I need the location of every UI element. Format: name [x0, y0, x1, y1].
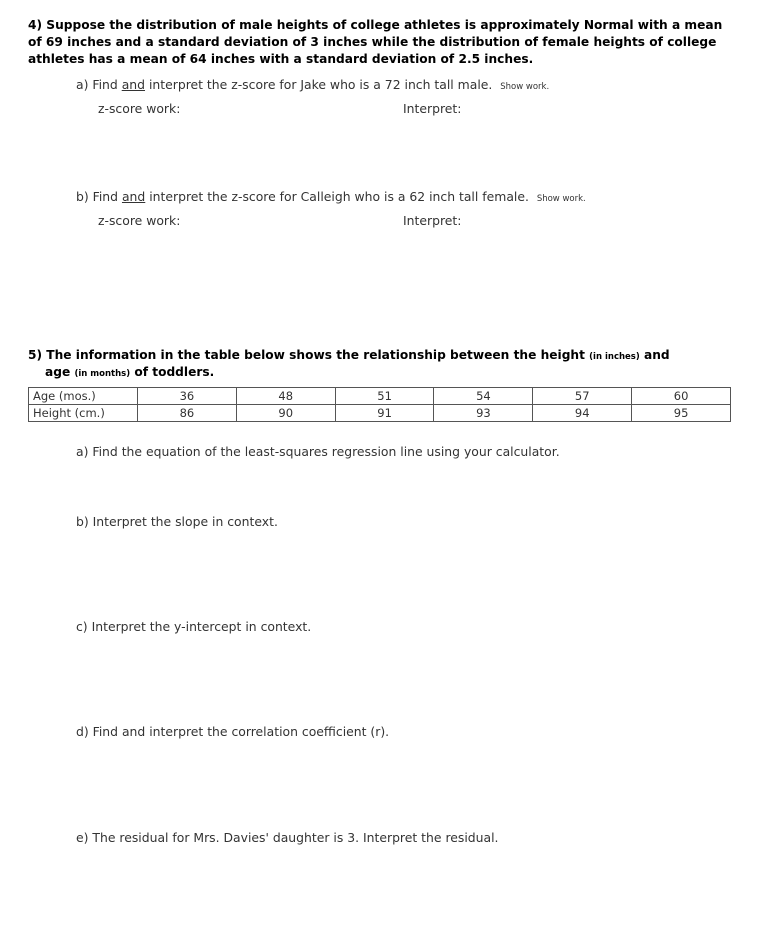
q5-part-a: a) Find the equation of the least-squares regression line using your calculator. [76, 444, 560, 459]
q4-part-b [76, 189, 586, 204]
table-row-label: Age (mos.) [29, 388, 138, 405]
q4-part-b-interpret-label: Interpret: [403, 213, 462, 228]
q4-heading-line-2: of 69 inches and a standard deviation of 3 inches while the distribution of female heights of college [28, 35, 717, 49]
table-cell: 90 [236, 405, 335, 422]
q4-part-a-and: and [121, 77, 146, 92]
q4-part-a [76, 77, 549, 92]
table-cell: 93 [434, 405, 533, 422]
table-cell: 95 [632, 405, 731, 422]
q5-heading-1-post: and [639, 348, 670, 362]
table-cell: 51 [335, 388, 434, 405]
q5-part-c: c) Interpret the y-intercept in context. [76, 619, 312, 634]
q5-heading-line-2 [45, 364, 214, 383]
q4-heading-line-3: athletes has a mean of 64 inches with a standard deviation of 2.5 inches. [28, 52, 534, 66]
table-row [29, 388, 731, 405]
q4-part-a-interpret-label: Interpret: [403, 101, 462, 116]
table-row [29, 405, 731, 422]
q4-part-b-show-work: Show work. [536, 194, 586, 204]
q5-part-d: d) Find and interpret the correlation coefficient (r). [76, 724, 390, 739]
q5-heading-2-small: (in months) [74, 369, 131, 379]
table-cell: 48 [236, 388, 335, 405]
q5-heading-2-post: of toddlers. [130, 365, 215, 379]
q4-part-b-zscore-label: z-score work: [98, 213, 181, 228]
q4-part-a-pre: a) Find [76, 77, 122, 92]
age-height-table [28, 387, 731, 422]
table-cell: 86 [138, 405, 237, 422]
q5-heading-2-pre: age [45, 365, 75, 379]
q4-part-a-zscore-label: z-score work: [98, 101, 181, 116]
q4-part-a-show-work: Show work. [500, 82, 550, 92]
q5-heading-line-1 [28, 347, 670, 366]
table-cell: 91 [335, 405, 434, 422]
q4-part-b-and: and [121, 189, 146, 204]
table-cell: 57 [533, 388, 632, 405]
q4-part-a-post: interpret the z-score for Jake who is a 72 inch tall male. [145, 77, 493, 92]
q5-heading-1-small: (in inches) [589, 352, 640, 362]
q4-heading-line-1: 4) Suppose the distribution of male heights of college athletes is approximately Normal with a mean [28, 18, 723, 32]
table-cell: 94 [533, 405, 632, 422]
table-cell: 60 [632, 388, 731, 405]
table-cell: 36 [138, 388, 237, 405]
table-row-label: Height (cm.) [29, 405, 138, 422]
q4-part-b-post: interpret the z-score for Calleigh who is a 62 inch tall female. [145, 189, 529, 204]
q5-heading-1-pre: 5) The information in the table below shows the relationship between the height [28, 348, 590, 362]
q5-part-e: e) The residual for Mrs. Davies' daughter is 3. Interpret the residual. [76, 830, 499, 845]
q5-part-b: b) Interpret the slope in context. [76, 514, 278, 529]
table-cell: 54 [434, 388, 533, 405]
q4-part-b-pre: b) Find [76, 189, 122, 204]
